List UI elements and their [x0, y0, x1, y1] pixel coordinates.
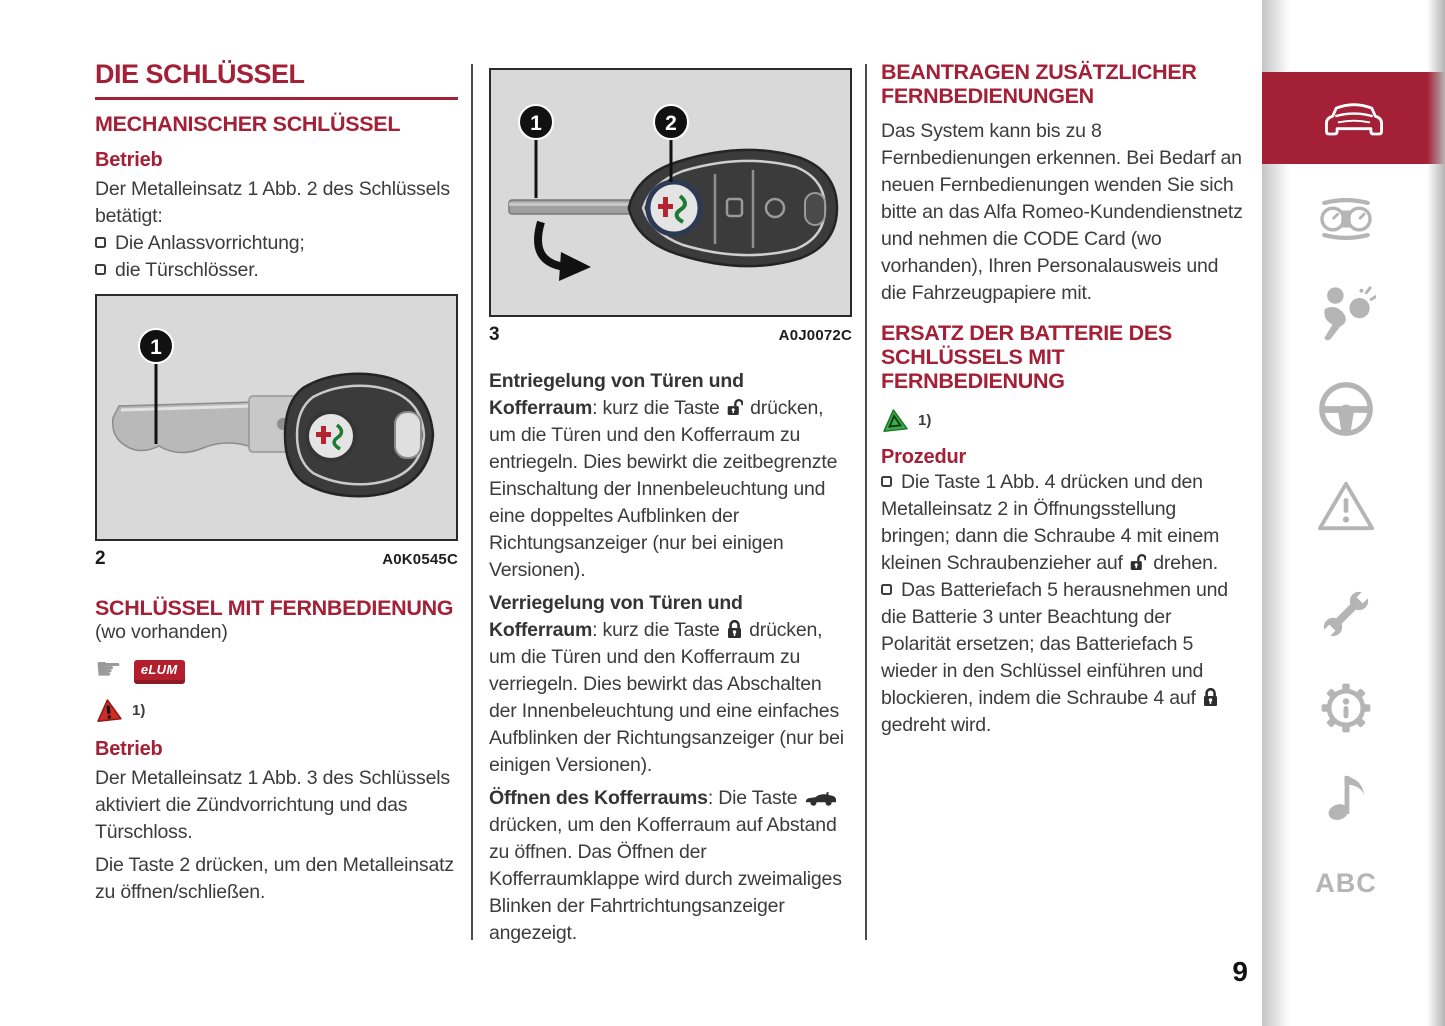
- page-title: DIE SCHLÜSSEL: [95, 60, 458, 100]
- trunk-release-icon: [805, 791, 837, 807]
- sidebar-item-maintenance[interactable]: [1308, 585, 1384, 643]
- figure-3-caption: [489, 324, 852, 346]
- sidebar-item-emergency[interactable]: [1308, 478, 1384, 534]
- square-bullet-icon: [95, 237, 106, 248]
- sidebar-item-safety[interactable]: [1308, 283, 1384, 341]
- callout-1-label: 1: [530, 112, 542, 135]
- section-heading-additional-remotes: BEANTRAGEN ZUSÄTZLICHER FERNBEDIENUNGEN: [881, 60, 1197, 108]
- sidebar-item-car-active[interactable]: [1262, 72, 1445, 164]
- alfa-romeo-badge: [648, 182, 700, 234]
- bullet-item: Die Anlassvorrichtung;: [95, 230, 458, 257]
- warning-ref-number: 1): [132, 701, 146, 719]
- warning-triangle-red-icon: [94, 697, 123, 725]
- remote-key-paragraph-1: Der Metalleinsatz 1 Abb. 3 des Schlüssels aktiviert die Zündvorrichtung und das Türschloss.: [95, 767, 450, 844]
- warning-triangle-icon: [1315, 478, 1377, 534]
- mechanical-key-illustration: [97, 296, 456, 539]
- procedure-step-1: Die Taste 1 Abb. 4 drücken und den Metalleinsatz 2 in Öffnungsstellung bringen; dann die Schraube 4 mit einem kleinen Schraubenzieher auf drehen.: [881, 471, 1220, 574]
- abc-label: ABC: [1315, 868, 1377, 898]
- steering-wheel-icon: [1317, 380, 1375, 438]
- figure-3-code: A0J0072C: [778, 327, 852, 344]
- dashboard-gauges-icon: [1313, 196, 1379, 242]
- lock-icon: [727, 620, 742, 639]
- page-edge-shadow-right: [1427, 0, 1445, 1026]
- figure-2-code: A0K0545C: [382, 551, 458, 569]
- figure-3-number: 3: [489, 324, 500, 345]
- lock-icon: [1203, 688, 1218, 707]
- procedure-step-2: Das Batteriefach 5 herausnehmen und die Batterie 3 unter Beachtung der Polarität ersetzen; das Batteriefach 5 wieder in den Schlüssel einführen und blockieren, indem die Schraube 4 auf gedreht wird.: [881, 579, 1228, 736]
- sidebar-item-starting-driving[interactable]: [1308, 380, 1384, 438]
- sidebar-item-multimedia[interactable]: [1308, 764, 1384, 824]
- elum-reference-row: [95, 653, 458, 687]
- sidebar-item-technical-data[interactable]: [1308, 678, 1384, 738]
- remote-key-illustration: [491, 70, 850, 315]
- figure-2-caption: [95, 548, 458, 570]
- wrench-icon: [1317, 585, 1375, 643]
- trunk-paragraph: Öffnen des Kofferraums: Die Taste drücken, um den Kofferraum auf Abstand zu öffnen. Das Öffnen der Kofferraumklappe wird durch zweimaliges Blinken der Fahrtrichtungsanzeiger angezeigt.: [489, 787, 842, 944]
- square-bullet-icon: [881, 476, 892, 487]
- sidebar-item-index[interactable]: [1308, 868, 1384, 899]
- additional-remotes-paragraph: Das System kann bis zu 8 Fernbedienungen erkennen. Bei Bedarf an neuen Fernbedienungen wenden Sie sich bitte an das Alfa Romeo-Kundendienstnetz und nehmen die CODE Card (wo vorhanden), Ihren Personalausweis und die Fahrzeugpapiere mit.: [881, 120, 1243, 304]
- callout-1-label: 1: [150, 336, 162, 360]
- intro-paragraph: Der Metalleinsatz 1 Abb. 2 des Schlüssels betätigt:: [95, 178, 450, 228]
- caution-ref-number: 1): [918, 411, 932, 429]
- unlock-paragraph: Entriegelung von Türen und Kofferraum: kurz die Taste drücken, um die Türen und den Kofferraum zu entriegeln. Dies bewirkt die zeitbegrenzte Einschaltung der Innenbeleuchtung und eine doppeltes Aufblinken der Richtungsanzeiger (nur bei einigen Versionen).: [489, 370, 838, 581]
- subheading-betrieb-1: Betrieb: [95, 149, 163, 172]
- info-gear-icon: [1316, 678, 1376, 738]
- left-column: [95, 60, 458, 906]
- middle-column: [489, 68, 852, 947]
- figure-2-number: 2: [95, 548, 106, 570]
- music-note-icon: [1326, 764, 1366, 824]
- figure-2-mechanical-key: [95, 294, 458, 541]
- column-divider-right: [865, 64, 867, 940]
- key-ring-hole: [395, 412, 421, 458]
- lock-paragraph: Verriegelung von Türen und Kofferraum: kurz die Taste drücken, um die Türen und den Kofferraum zu verriegeln. Dies bewirkt das Abschalten der Innenbeleuchtung und eine einfaches Aufblinken der Richtungsanzeiger (nur bei einigen Versionen).: [489, 592, 844, 776]
- unlock-icon: [1130, 553, 1146, 572]
- figure-3-remote-key: [489, 68, 852, 317]
- square-bullet-icon: [95, 264, 106, 275]
- sidebar-item-dashboard[interactable]: [1308, 196, 1384, 242]
- page-number: 9: [1232, 956, 1248, 987]
- callout-2-label: 2: [665, 112, 677, 135]
- key-blade: [509, 200, 633, 214]
- availability-note: (wo vorhanden): [95, 621, 228, 644]
- elum-book-icon: eLUM: [134, 660, 185, 680]
- column-divider-left: [471, 64, 473, 940]
- square-bullet-icon: [881, 584, 892, 595]
- remote-key-paragraph-2: Die Taste 2 drücken, um den Metalleinsatz zu öffnen/schließen.: [95, 854, 454, 904]
- car-front-icon: [1322, 97, 1386, 139]
- unlock-icon: [727, 398, 743, 417]
- section-heading-mechanical-key: MECHANISCHER SCHLÜSSEL: [95, 112, 401, 137]
- caution-triangle-green-icon: [880, 406, 909, 434]
- section-heading-battery-replacement: ERSATZ DER BATTERIE DES SCHLÜSSELS MIT FERNBEDIENUNG: [881, 321, 1172, 393]
- subheading-prozedur: Prozedur: [881, 446, 967, 468]
- warning-reference-row: [95, 695, 458, 725]
- pointing-hand-icon: ☛: [95, 653, 122, 687]
- section-heading-remote-key: SCHLÜSSEL MIT FERNBEDIENUNG: [95, 596, 454, 621]
- trunk-button: [805, 193, 825, 225]
- subheading-betrieb-2: Betrieb: [95, 738, 163, 761]
- airbag-icon: [1316, 283, 1376, 341]
- bullet-item: die Türschlösser.: [95, 257, 458, 284]
- caution-reference-row: [881, 405, 1244, 435]
- right-column: [881, 60, 1244, 739]
